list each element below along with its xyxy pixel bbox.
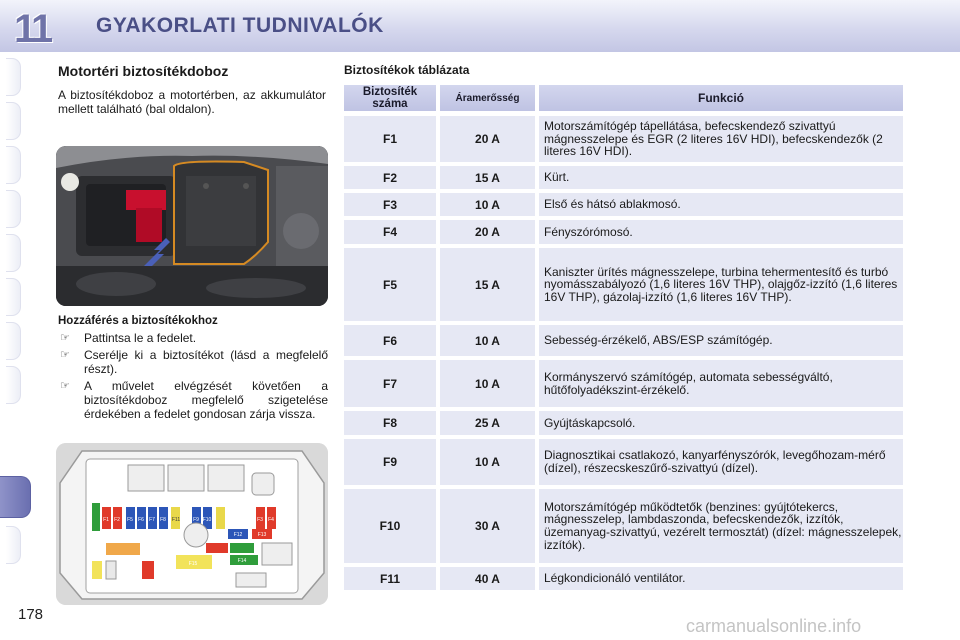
section-title: Motortéri biztosítékdoboz <box>58 63 229 79</box>
pointing-hand-icon: ☞ <box>60 380 70 392</box>
fuse-number-cell: F1 <box>344 116 436 162</box>
fuse-function-cell: Motorszámítógép tápellátása, befecskendező szivattyú mágnesszelepe és EGR (2 literes 16V HDI), befecskendezők (2 literes 16V HDI). <box>539 116 903 162</box>
fuse-label: F14 <box>237 558 247 564</box>
chapter-tab[interactable] <box>6 322 21 360</box>
chapter-tabs <box>0 58 28 578</box>
fuse-number-cell: F4 <box>344 220 436 244</box>
fuse-number-cell: F8 <box>344 411 436 435</box>
chapter-header <box>0 0 960 52</box>
fuse-label: F13 <box>257 532 267 538</box>
fuse-label: F15 <box>188 561 198 567</box>
fuse-number-cell: F11 <box>344 567 436 590</box>
fuse-function-cell: Diagnosztikai csatlakozó, kanyarfényszórók, levegőhozam-mérő (dízel), részecskeszűrő-szivattyú (dízel). <box>539 439 903 485</box>
engine-bay-illustration <box>56 146 328 306</box>
fuse-number-cell: F5 <box>344 248 436 321</box>
chapter-tab[interactable] <box>6 190 21 228</box>
fuse-function-cell: Kormányszervó számítógép, automata sebességváltó, hűtőfolyadékszint-érzékelő. <box>539 360 903 407</box>
fuse-number-cell: F6 <box>344 325 436 356</box>
fuse-table-title: Biztosítékok táblázata <box>344 63 470 77</box>
fuse-number-cell: F2 <box>344 166 436 189</box>
chapter-tab[interactable] <box>6 58 21 96</box>
access-step: ☞ A művelet elvégzését követően a biztosítékdoboz megfelelő szigetelése érdekében a fedelet gondosan zárja vissza. <box>60 379 328 421</box>
fuse-number-cell: F9 <box>344 439 436 485</box>
chapter-tab[interactable] <box>6 102 21 140</box>
fuse-amperage-cell: 20 A <box>440 116 535 162</box>
chapter-number: 11 <box>14 7 51 51</box>
fuse-label: F4 <box>268 517 274 523</box>
fuse-label: F11 <box>171 517 181 523</box>
fuse-number-cell: F7 <box>344 360 436 407</box>
fuse-box-diagram <box>56 443 328 605</box>
fuse-amperage-cell: 10 A <box>440 360 535 407</box>
fuse-amperage-cell: 15 A <box>440 248 535 321</box>
fuse-function-cell: Motorszámítógép működtetők (benzines: gyújtótekercs, mágnesszelep, lambdaszonda, befecskendezők, izzítók, üzemanyag-szivattyú, vezérelt termosztát) (dízel: mágnesszelepek, izzítók). <box>539 489 903 563</box>
chapter-tab[interactable] <box>6 366 21 404</box>
fuse-number-cell: F3 <box>344 193 436 216</box>
chapter-title: GYAKORLATI TUDNIVALÓK <box>96 14 384 37</box>
fuse-label: F6 <box>138 517 144 523</box>
fuse-function-cell: Kaniszter ürítés mágnesszelepe, turbina tehermentesítő és turbó nyomásszabályozó (1,6 literes 16V THP), olajgőz-izzító (1,6 literes 16V THP), gázolaj-izzító (1,6 literes 16V THP). <box>539 248 903 321</box>
fuse-function-cell: Sebesség-érzékelő, ABS/ESP számítógép. <box>539 325 903 356</box>
fuse-label: F10 <box>202 517 212 523</box>
fuse-amperage-cell: 25 A <box>440 411 535 435</box>
fuse-label: F2 <box>114 517 120 523</box>
col-header-amperage: Áramerősség <box>440 85 535 111</box>
watermark: carmanualsonline.info <box>686 616 862 636</box>
fuse-amperage-cell: 10 A <box>440 325 535 356</box>
fuse-function-cell: Gyújtáskapcsoló. <box>539 411 903 435</box>
col-header-fuse: Biztosíték száma <box>344 85 436 111</box>
fuse-function-cell: Kürt. <box>539 166 903 189</box>
fuse-function-cell: Első és hátsó ablakmosó. <box>539 193 903 216</box>
access-steps-list <box>58 331 328 424</box>
pointing-hand-icon: ☞ <box>60 332 70 344</box>
pointing-hand-icon: ☞ <box>60 349 70 361</box>
chapter-tab[interactable] <box>6 146 21 184</box>
fuse-number-cell: F10 <box>344 489 436 563</box>
page-number: 178 <box>18 606 44 623</box>
access-step: ☞ Pattintsa le a fedelet. <box>60 331 197 345</box>
fuse-amperage-cell: 10 A <box>440 193 535 216</box>
fuse-label: F7 <box>149 517 155 523</box>
chapter-tab-active[interactable] <box>0 476 31 518</box>
fuse-box-illustration <box>56 443 328 605</box>
fuse-amperage-cell: 30 A <box>440 489 535 563</box>
intro-text: A biztosítékdoboz a motortérben, az akkumulátor mellett található (bal oldalon). <box>58 88 326 116</box>
access-title: Hozzáférés a biztosítékokhoz <box>58 315 218 327</box>
fuse-label: F9 <box>193 517 199 523</box>
fuse-amperage-cell: 10 A <box>440 439 535 485</box>
chapter-tab[interactable] <box>6 234 21 272</box>
fuse-label: F12 <box>233 532 243 538</box>
fuse-label: F5 <box>127 517 133 523</box>
engine-bay-photo <box>56 146 328 306</box>
fuse-amperage-cell: 40 A <box>440 567 535 590</box>
col-header-function: Funkció <box>539 85 903 111</box>
chapter-tab[interactable] <box>6 526 21 564</box>
fuse-amperage-cell: 20 A <box>440 220 535 244</box>
fuse-label: F1 <box>103 517 109 523</box>
fuse-label: F3 <box>257 517 263 523</box>
access-step: ☞ Cserélje ki a biztosítékot (lásd a megfelelő részt). <box>60 348 328 376</box>
fuse-function-cell: Légkondicionáló ventilátor. <box>539 567 903 590</box>
fuse-function-cell: Fényszórómosó. <box>539 220 903 244</box>
fuse-label: F8 <box>160 517 166 523</box>
chapter-tab[interactable] <box>6 278 21 316</box>
fuse-amperage-cell: 15 A <box>440 166 535 189</box>
